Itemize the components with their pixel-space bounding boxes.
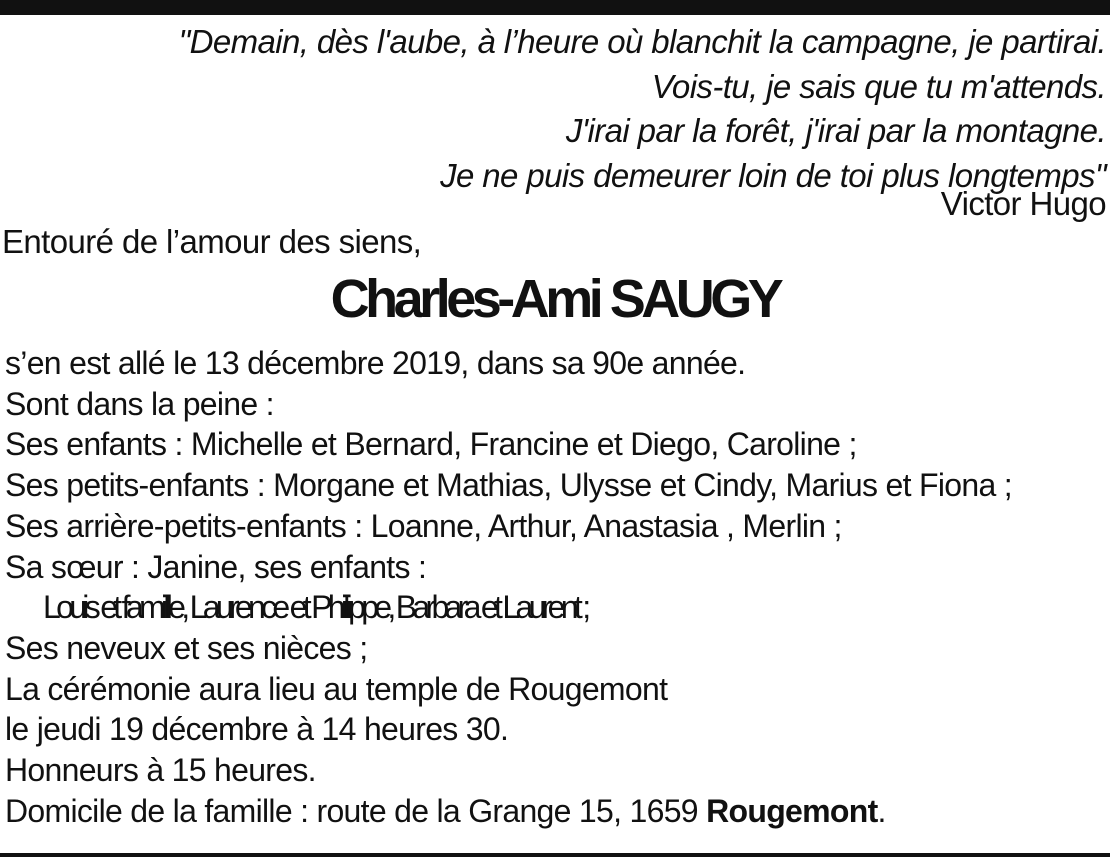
mourners-heading: Sont dans la peine : (5, 385, 274, 422)
honours-line: Honneurs à 15 heures. (5, 752, 316, 789)
ceremony-place-line: La cérémonie aura lieu au temple de Rougemont (5, 670, 668, 707)
sister-children-line: Louis et famille, Laurence et Philippe, Barbara et Laurent ; (43, 589, 587, 626)
nephews-nieces-line: Ses neveux et ses nièces ; (5, 629, 368, 666)
quote-line: J'irai par la forêt, j'irai par la montagne. (565, 112, 1106, 149)
ceremony-date-line: le jeudi 19 décembre à 14 heures 30. (5, 711, 509, 748)
top-rule (0, 0, 1110, 15)
domicile-town: Rougemont (706, 792, 878, 829)
quote-line: "Demain, dès l'aube, à l’heure où blanchit la campagne, je partirai. (178, 23, 1106, 60)
death-line: s’en est allé le 13 décembre 2019, dans sa 90e année. (5, 345, 746, 381)
children-line: Ses enfants : Michelle et Bernard, Francine et Diego, Caroline ; (5, 426, 857, 463)
quote-line: Vois-tu, je sais que tu m'attends. (651, 67, 1106, 105)
poem-quote (106, 20, 1106, 198)
grandchildren-line: Ses petits-enfants : Morgane et Mathias, Ulysse et Cindy, Marius et Fiona ; (5, 467, 1012, 504)
bottom-rule (0, 853, 1110, 857)
domicile-line (5, 791, 1105, 832)
announcement-body (5, 343, 1105, 831)
quote-author: Victor Hugo (940, 185, 1106, 222)
deceased-name: Charles-Ami SAUGY (330, 269, 780, 329)
domicile-prefix: Domicile de la famille : route de la Grange 15, 1659 (5, 792, 707, 829)
domicile-suffix: . (877, 792, 886, 829)
quote-line: Je ne puis demeurer loin de toi plus longtemps" (440, 156, 1106, 194)
intro-line: Entouré de l’amour des siens, (2, 223, 422, 260)
sister-line: Sa sœur : Janine, ses enfants : (5, 548, 427, 585)
great-grandchildren-line: Ses arrière-petits-enfants : Loanne, Arthur, Anastasia , Merlin ; (5, 507, 842, 544)
